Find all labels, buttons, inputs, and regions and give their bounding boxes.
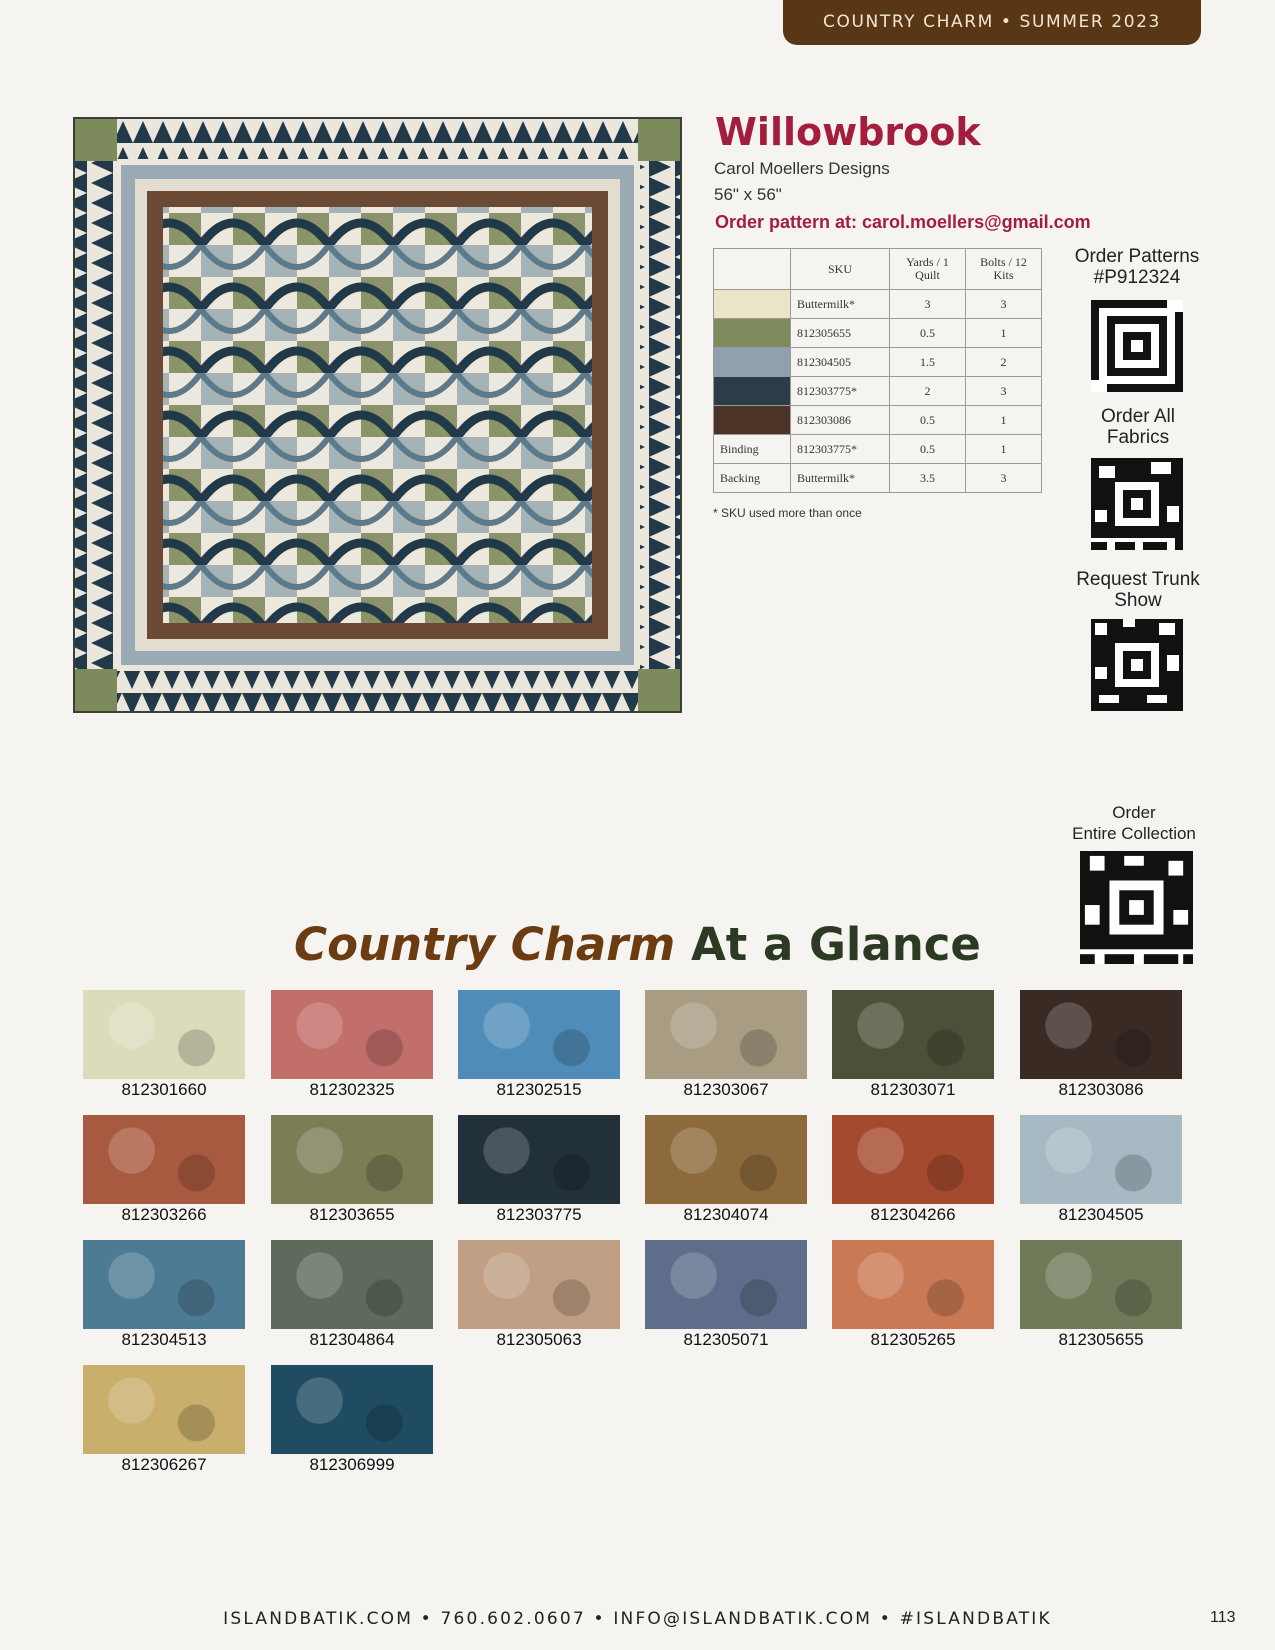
- fabric-sku-label: 812306999: [309, 1455, 395, 1474]
- table-row: [714, 406, 1042, 435]
- sku-cell: 812303775*: [791, 377, 890, 406]
- order-fabrics-label: [1058, 406, 1218, 448]
- fabric-swatch: [83, 990, 245, 1079]
- order-collection-line1: Order: [1112, 803, 1156, 822]
- page-number: 113: [1210, 1609, 1236, 1626]
- heading-at-a-glance: At a Glance: [690, 918, 981, 971]
- bolts-cell: 1: [966, 319, 1042, 348]
- table-header-blank: [714, 249, 791, 290]
- table-row: [714, 377, 1042, 406]
- fabric-sku-label: 812306267: [121, 1455, 207, 1474]
- bolts-cell: 2: [966, 348, 1042, 377]
- fabric-sku-label: 812303071: [870, 1080, 956, 1099]
- sku-cell: 812304505: [791, 348, 890, 377]
- trunk-show-qr-icon[interactable]: [1091, 619, 1183, 711]
- fabric-sku-label: 812301660: [121, 1080, 207, 1099]
- yards-cell: 0.5: [890, 319, 966, 348]
- fabric-swatch: [832, 1115, 994, 1204]
- order-patterns-qr-icon[interactable]: [1091, 300, 1183, 392]
- fabric-swatch-cell: [714, 406, 791, 435]
- fabric-sku-label: 812304864: [309, 1330, 395, 1349]
- fabric-sku-label: 812303266: [121, 1205, 207, 1224]
- fabric-swatch-cell: [714, 348, 791, 377]
- row-label-cell: Binding: [714, 435, 791, 464]
- pattern-designer: Carol Moellers Designs: [714, 159, 890, 178]
- order-fabrics-line2: Fabrics: [1106, 427, 1170, 448]
- yards-cell: 0.5: [890, 435, 966, 464]
- table-row: [714, 319, 1042, 348]
- fabric-swatch: [83, 1115, 245, 1204]
- header-tab: COUNTRY CHARM • SUMMER 2023: [783, 0, 1201, 45]
- fabric-sku-label: 812302515: [496, 1080, 582, 1099]
- fabric-sku-label: 812303655: [309, 1205, 395, 1224]
- table-row: [714, 290, 1042, 319]
- fabric-swatch: [271, 1115, 433, 1204]
- bolts-cell: 1: [966, 435, 1042, 464]
- table-header-row: [714, 249, 1042, 290]
- sku-cell: 812305655: [791, 319, 890, 348]
- table-row: [714, 435, 1042, 464]
- fabric-sku-label: 812305655: [1058, 1330, 1144, 1349]
- yards-cell: 3.5: [890, 464, 966, 493]
- fabric-swatch: [645, 990, 807, 1079]
- fabric-sku-label: 812304074: [683, 1205, 769, 1224]
- fabric-sku-label: 812303086: [1058, 1080, 1144, 1099]
- fabric-swatch-cell: [714, 319, 791, 348]
- fabric-sku-label: 812305071: [683, 1330, 769, 1349]
- fabric-swatch: [1020, 990, 1182, 1079]
- fabric-swatch: [645, 1240, 807, 1329]
- order-patterns-line1: Order Patterns: [1074, 246, 1200, 267]
- section-heading: [0, 918, 1275, 971]
- bolts-cell: 3: [966, 464, 1042, 493]
- fabric-swatch: [271, 1365, 433, 1454]
- fabric-swatch-cell: [714, 377, 791, 406]
- order-collection-line2: Entire Collection: [1072, 824, 1196, 843]
- fabric-sku-label: 812303775: [496, 1205, 582, 1224]
- order-pattern-link[interactable]: Order pattern at: carol.moellers@gmail.com: [715, 212, 1091, 232]
- fabric-swatch: [832, 990, 994, 1079]
- order-collection-label: [1054, 802, 1214, 844]
- fabric-swatch: [271, 990, 433, 1079]
- trunk-show-line1: Request Trunk: [1076, 569, 1200, 590]
- row-label-cell: Backing: [714, 464, 791, 493]
- fabric-swatch: [1020, 1240, 1182, 1329]
- order-patterns-label: [1057, 246, 1217, 288]
- sku-cell: 812303775*: [791, 435, 890, 464]
- fabric-swatch: [83, 1240, 245, 1329]
- fabric-swatch-cell: [714, 290, 791, 319]
- fabric-swatch: [1020, 1115, 1182, 1204]
- heading-collection-name: Country Charm: [294, 918, 676, 971]
- fabric-requirements-table: [713, 248, 1042, 493]
- fabric-swatch: [832, 1240, 994, 1329]
- bolts-cell: 3: [966, 377, 1042, 406]
- yards-cell: 2: [890, 377, 966, 406]
- fabric-swatch: [645, 1115, 807, 1204]
- sku-cell: 812303086: [791, 406, 890, 435]
- fabric-sku-label: 812305265: [870, 1330, 956, 1349]
- table-header-bolts: Bolts / 12 Kits: [966, 249, 1042, 290]
- bolts-cell: 3: [966, 290, 1042, 319]
- pattern-size: 56" x 56": [714, 185, 782, 204]
- fabric-swatch: [83, 1365, 245, 1454]
- order-fabrics-line1: Order All: [1101, 406, 1175, 427]
- fabric-sku-label: 812304513: [121, 1330, 207, 1349]
- fabric-sku-label: 812304505: [1058, 1205, 1144, 1224]
- fabric-swatch: [271, 1240, 433, 1329]
- trunk-show-line2: Show: [1114, 590, 1162, 611]
- yards-cell: 0.5: [890, 406, 966, 435]
- fabric-swatch: [458, 1115, 620, 1204]
- quilt-image: [73, 117, 682, 713]
- table-header-sku: SKU: [791, 249, 890, 290]
- table-row: [714, 464, 1042, 493]
- fabric-sku-label: 812303067: [683, 1080, 769, 1099]
- trunk-show-label: [1058, 569, 1218, 611]
- order-fabrics-qr-icon[interactable]: [1091, 458, 1183, 550]
- yards-cell: 1.5: [890, 348, 966, 377]
- bolts-cell: 1: [966, 406, 1042, 435]
- fabric-sku-label: 812302325: [309, 1080, 395, 1099]
- sku-cell: Buttermilk*: [791, 290, 890, 319]
- fabric-swatch: [458, 990, 620, 1079]
- fabric-swatch: [458, 1240, 620, 1329]
- table-footnote: * SKU used more than once: [713, 506, 862, 520]
- fabric-sku-label: 812305063: [496, 1330, 582, 1349]
- sku-cell: Buttermilk*: [791, 464, 890, 493]
- table-row: [714, 348, 1042, 377]
- fabric-sku-label: 812304266: [870, 1205, 956, 1224]
- footer-contact: ISLANDBATIK.COM • 760.602.0607 • INFO@ISLANDBATIK.COM • #ISLANDBATIK: [223, 1609, 1052, 1629]
- pattern-title: Willowbrook: [715, 110, 981, 154]
- table-header-yards: Yards / 1 Quilt: [890, 249, 966, 290]
- order-patterns-line2: #P912324: [1093, 267, 1181, 288]
- yards-cell: 3: [890, 290, 966, 319]
